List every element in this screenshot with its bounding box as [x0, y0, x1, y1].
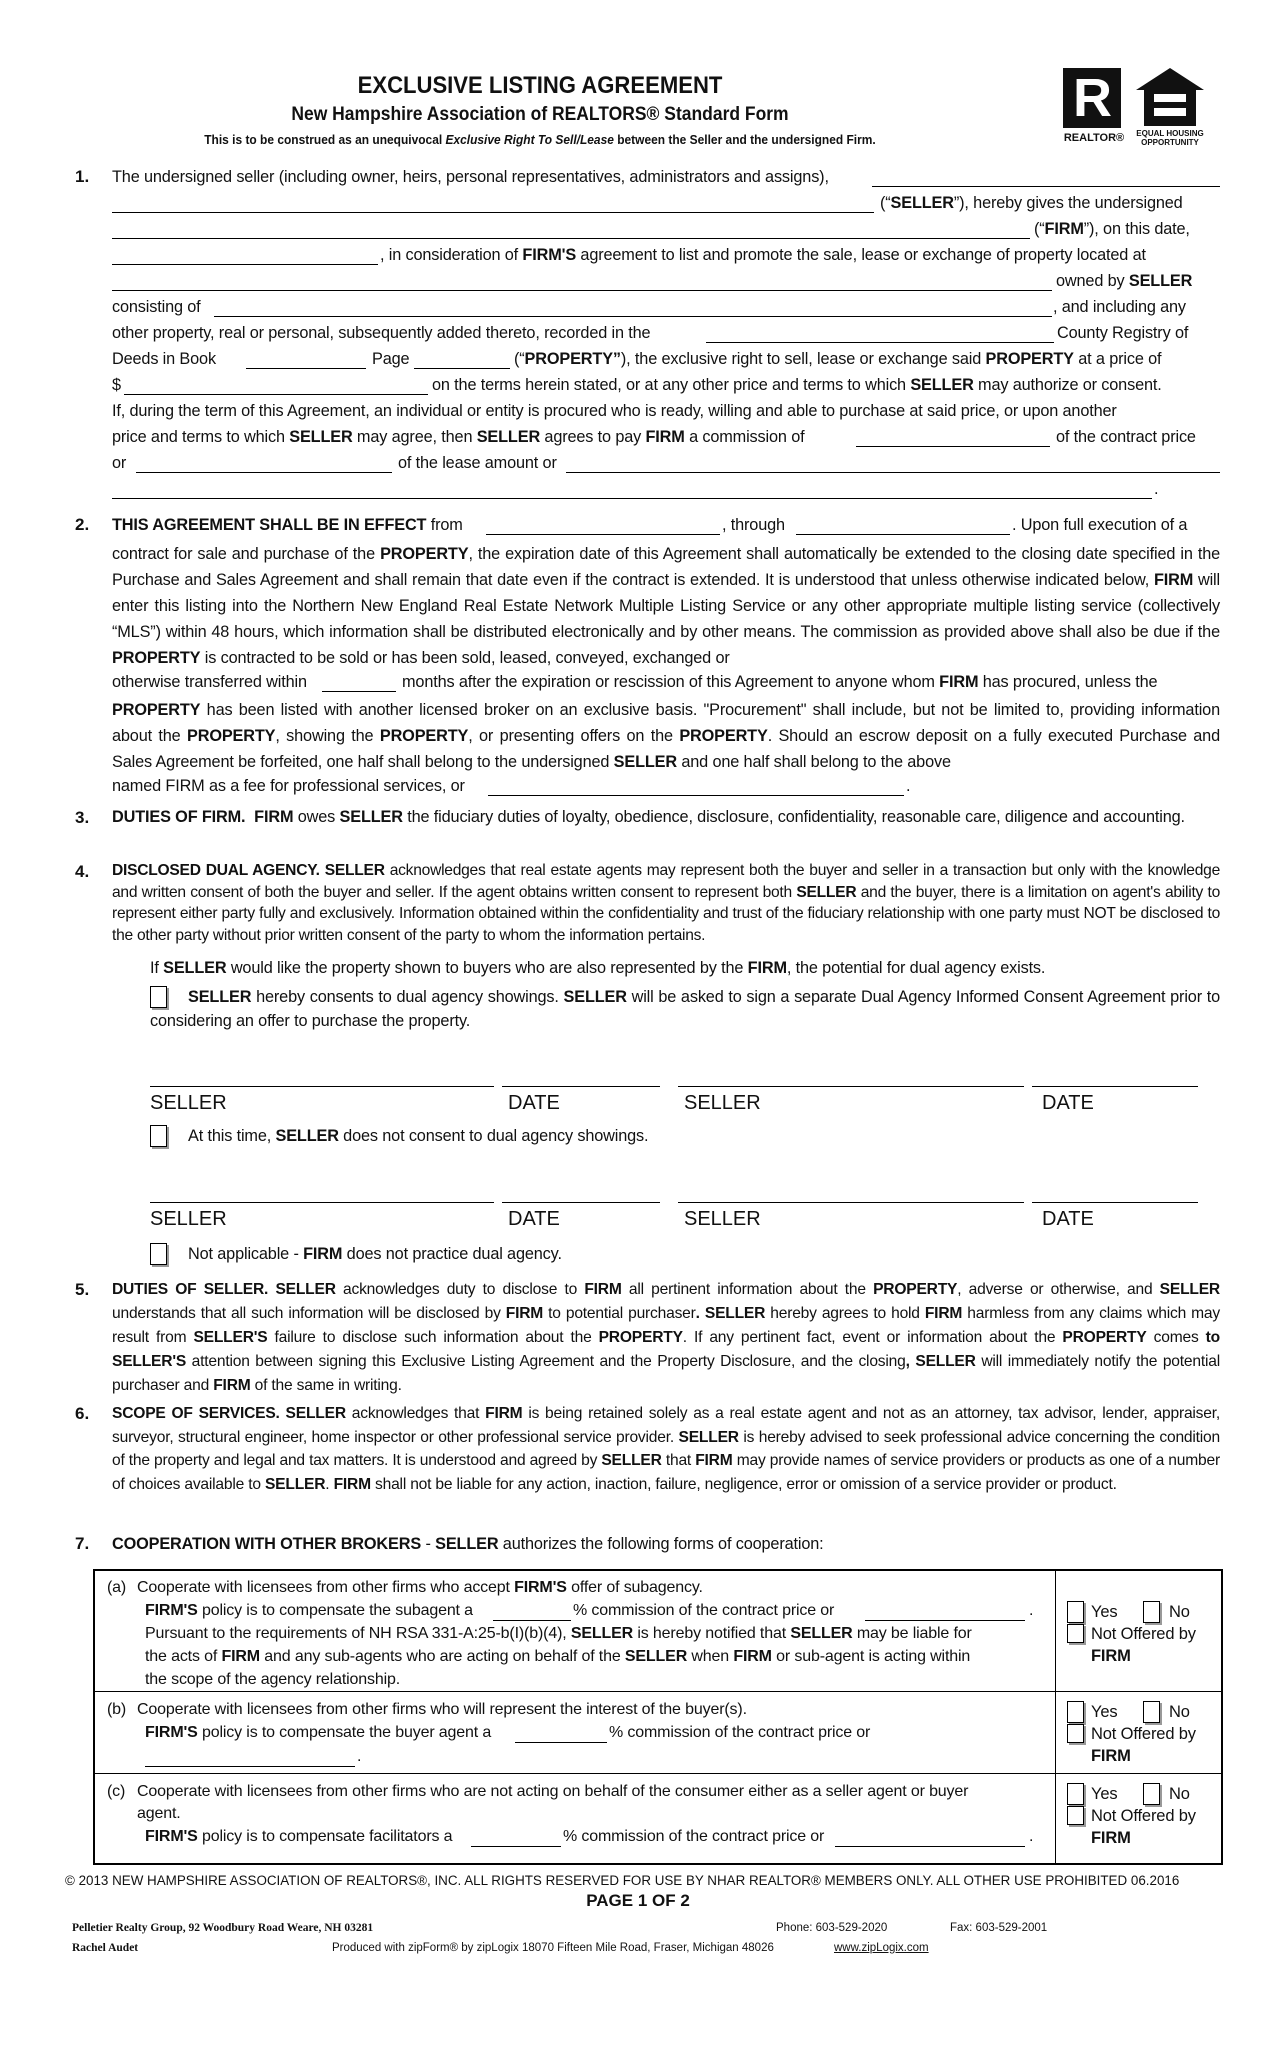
s2-p2e: PROPERTY — [379, 727, 469, 745]
eho-label: EQUAL HOUSING OPPORTUNITY — [1136, 129, 1204, 147]
section-3 — [112, 806, 1220, 828]
s1-dollar: $ — [112, 376, 121, 394]
s6-g: SELLER — [601, 1452, 662, 1469]
s4-if-e: , the potential for dual agency exists. — [786, 959, 1046, 977]
row-c-l2a: FIRM'S — [145, 1828, 198, 1845]
s4-opt3-c: does not practice dual agency. — [342, 1245, 562, 1263]
s2-p1c: , the expiration date of this Agreement shall automatically be extended to the closing date specified in the Purchase and Sales Agreement and shall remain that date even if the contract is extended. It is understood that unless otherwise indicated below, — [112, 545, 1220, 589]
s6-e: SELLER — [678, 1428, 739, 1446]
section-4-number: 4. — [75, 862, 90, 881]
s2-p1g: is contracted to be sold or has been sold, leased, conveyed, exchanged or — [200, 649, 730, 667]
s1-line4-a: , in consideration of — [380, 246, 523, 264]
row-a-l4d: SELLER — [624, 1648, 688, 1665]
row-c-blank-facilitator-other[interactable] — [835, 1846, 1025, 1847]
s2-p2f: , or presenting offers on the — [468, 727, 680, 745]
s1-line8-e: ), the exclusive right to sell, lease or exchange said — [620, 350, 986, 368]
s2-p2j: and one half shall belong to the above — [677, 753, 951, 771]
section-3-number: 3. — [75, 808, 90, 827]
row-c-no-checkbox[interactable] — [1143, 1783, 1160, 1805]
agent-name: Rachel Audet — [72, 1942, 139, 1954]
s5-k2: . — [695, 1305, 700, 1322]
section-2-number: 2. — [75, 515, 90, 534]
s2-p2d: , showing the — [275, 727, 380, 745]
sig1-date2-label: DATE — [1042, 1092, 1094, 1114]
sig1-seller-label: SELLER — [150, 1092, 227, 1114]
s1-line9-c: SELLER — [910, 376, 974, 394]
row-a-l1c: offer of subagency. — [566, 1579, 703, 1596]
cooperation-table — [93, 1569, 1223, 1865]
s7-b: - — [421, 1535, 436, 1553]
row-a-l3b: SELLER — [570, 1625, 634, 1642]
section-7-number: 7. — [75, 1534, 90, 1553]
s4-b: SELLER — [324, 862, 385, 879]
s1-line6b: , and including any — [1053, 298, 1186, 316]
s1-blank-book[interactable] — [246, 368, 366, 369]
row-b-firm-label: FIRM — [1091, 1747, 1131, 1765]
s3-b: FIRM — [254, 808, 294, 826]
s6-l: . — [325, 1475, 334, 1493]
s1-blank-firm-name[interactable] — [112, 238, 1030, 239]
sig1-seller2-label: SELLER — [684, 1092, 761, 1114]
row-b-line2 — [145, 1722, 491, 1744]
s4-opt2-a: At this time, — [188, 1127, 276, 1145]
s2-blank-through[interactable] — [796, 534, 1010, 535]
row-a-line2d: . — [1029, 1602, 1034, 1619]
s5-v: to SELLER'S — [112, 1329, 1220, 1370]
row-a-l4g: or sub-agent is acting within — [771, 1648, 971, 1665]
s1-line3 — [1034, 218, 1190, 240]
s1-line2-c: ”), hereby gives the undersigned — [953, 194, 1183, 212]
row-a-line4 — [145, 1646, 970, 1668]
s1-blank-date[interactable] — [112, 264, 378, 265]
row-a-not-offered-label: Not Offered by — [1091, 1625, 1196, 1643]
s6-a: SCOPE OF SERVICES. SELLER — [112, 1405, 346, 1422]
s4-option-not-applicable — [188, 1243, 562, 1267]
s4-if-b: SELLER — [163, 959, 227, 977]
s2-line1-b: from — [426, 516, 463, 534]
s1-blank-price[interactable] — [124, 394, 428, 395]
s2-line1-a: THIS AGREEMENT SHALL BE IN EFFECT — [112, 516, 427, 534]
s1-blank-lease-pct[interactable] — [136, 472, 392, 473]
s2-p1: contract for sale and purchase of the — [112, 545, 375, 563]
s4-if-d: FIRM — [747, 959, 787, 977]
s6-h: that — [661, 1452, 696, 1469]
row-a-blank-subagent-pct[interactable] — [493, 1620, 571, 1621]
s1-line3-a: (“ — [1034, 220, 1045, 238]
cooperation-row-divider-bc — [95, 1773, 1221, 1774]
s1-blank-lease-other[interactable] — [566, 472, 1220, 473]
page-number: PAGE 1 OF 2 — [586, 1891, 690, 1910]
row-c-line2c: % commission of the contract price or — [563, 1828, 825, 1845]
s2-line7-c: FIRM — [939, 673, 979, 691]
row-c-line2d: . — [1029, 1828, 1034, 1845]
s1-line8-c: (“ — [514, 350, 525, 368]
s3-c: owes — [293, 808, 340, 826]
row-a-line5: the scope of the agency relationship. — [145, 1671, 401, 1688]
construed-note-a: This is to be construed as an unequivocal — [204, 132, 446, 147]
s4-opt2-c: does not consent to dual agency showings. — [338, 1127, 649, 1145]
s5-c: acknowledges duty to disclose to — [335, 1281, 585, 1298]
row-b-yes-label: Yes — [1091, 1703, 1118, 1721]
row-c-not-offered-label: Not Offered by — [1091, 1807, 1196, 1825]
row-a-yes-checkbox[interactable] — [1067, 1601, 1084, 1623]
s4-opt1-c: SELLER — [563, 988, 627, 1006]
office-address: Pelletier Realty Group, 92 Woodbury Road Weare, NH 03281 — [72, 1922, 374, 1934]
section-7-heading — [112, 1533, 824, 1557]
s1-blank-seller-name-b[interactable] — [112, 212, 874, 213]
sig1-date2-line[interactable] — [1032, 1086, 1198, 1087]
row-b-l2b: policy is to compensate the buyer agent a — [197, 1724, 492, 1741]
s1-line8-d: PROPERTY” — [524, 350, 621, 368]
s1-line1: The undersigned seller (including owner, heirs, personal representatives, administrators and assigns), — [112, 168, 829, 186]
row-b-blank-buyer-agent-other[interactable] — [145, 1766, 355, 1767]
s1-blank-page[interactable] — [414, 368, 510, 369]
row-a-l4c: and any sub-agents who are acting on behalf of the — [259, 1648, 625, 1665]
s4-opt1-d: will be asked to sign a separate Dual Agency Informed Consent Agreement prior to considering an offer to purchase the property. — [150, 988, 1220, 1030]
row-a-l4b: FIRM — [221, 1648, 260, 1665]
row-c-no-label: No — [1169, 1785, 1190, 1803]
office-fax: Fax: 603-529-2001 — [950, 1922, 1048, 1934]
s4-opt1-a: SELLER — [188, 988, 252, 1006]
row-b-line2c: % commission of the contract price or — [609, 1724, 871, 1741]
s1-line11-f: FIRM — [645, 428, 685, 446]
s2-line1c: , through — [722, 516, 785, 534]
s6-m: FIRM — [333, 1475, 371, 1493]
s7-d: authorizes the following forms of cooperation: — [498, 1535, 824, 1553]
s1-blank-seller-name-a[interactable] — [872, 186, 1220, 187]
row-c-line1: Cooperate with licensees from other firms who are not acting on behalf of the consumer either as a seller agent or buyer — [137, 1783, 969, 1800]
s6-d: is being retained solely as a real estate agent and not as an attorney, tax advisor, lender, appraiser, surveyor, structural engineer, home inspector or other professional service provider. — [112, 1405, 1221, 1446]
section-6-number: 6. — [75, 1404, 90, 1423]
s5-t: PROPERTY — [1062, 1329, 1147, 1346]
dual-agency-not-applicable-checkbox[interactable] — [150, 1243, 167, 1265]
s7-c: SELLER — [435, 1535, 499, 1553]
s2-line7-b: months after the expiration or rescission of this Agreement to anyone whom — [402, 673, 940, 691]
s1-line5 — [1056, 270, 1192, 292]
s5-z: FIRM — [213, 1377, 251, 1394]
s2-line7a: otherwise transferred within — [112, 673, 307, 691]
row-a-firm-label: FIRM — [1091, 1647, 1131, 1665]
s2-p1b: PROPERTY — [380, 545, 469, 563]
sig1-date-line[interactable] — [502, 1086, 660, 1087]
row-c-yes-checkbox[interactable] — [1067, 1783, 1084, 1805]
cooperation-table-divider — [1055, 1571, 1056, 1863]
row-b-yes-checkbox[interactable] — [1067, 1701, 1084, 1723]
row-a-l4e: when — [687, 1648, 734, 1665]
row-a-line2 — [145, 1600, 473, 1622]
copyright-notice: © 2013 NEW HAMPSHIRE ASSOCIATION OF REALTORS®, INC. ALL RIGHTS RESERVED FOR USE BY NHAR REALTOR® MEMBERS ONLY. ALL OTHER USE PROHIBITED 06.2016 — [65, 1873, 1180, 1888]
row-a-no-checkbox[interactable] — [1143, 1601, 1160, 1623]
equal-housing-icon — [1134, 66, 1206, 128]
row-a-l2a: FIRM'S — [145, 1602, 198, 1619]
s5-h: SELLER — [1159, 1281, 1220, 1298]
s5-o: harmless from any claims which may result from — [112, 1305, 1220, 1346]
ziplogix-link[interactable]: www.zipLogix.com — [834, 1942, 929, 1954]
s2-p2g: PROPERTY — [679, 727, 768, 745]
s1-line9 — [432, 374, 1162, 396]
s4-if-c: would like the property shown to buyers who are also represented by the — [226, 959, 748, 977]
s2-p2c: PROPERTY — [187, 727, 276, 745]
s4-option-consent — [150, 985, 1220, 1033]
s1-line8-f: PROPERTY — [985, 350, 1074, 368]
s5-y: will immediately notify the potential purchaser and — [112, 1353, 1220, 1394]
row-b-not-offered-checkbox[interactable] — [1067, 1724, 1084, 1743]
s5-u: comes — [1146, 1329, 1206, 1346]
produced-with: Produced with zipForm® by zipLogix 18070 Fifteen Mile Road, Fraser, Michigan 48026 — [332, 1942, 774, 1954]
s1-line4-b: FIRM'S — [522, 246, 577, 264]
section-4 — [112, 860, 1220, 946]
s2-blank-from[interactable] — [486, 534, 720, 535]
s4-opt2-b: SELLER — [275, 1127, 339, 1145]
s4-opt3-a: Not applicable - — [188, 1245, 304, 1263]
s1-line10: If, during the term of this Agreement, an individual or entity is procured who is ready, willing and able to purchase at said price, or upon another — [112, 402, 1117, 420]
office-phone: Phone: 603-529-2020 — [776, 1922, 888, 1934]
sig2-seller2-label: SELLER — [684, 1208, 761, 1230]
sig2-date2-line[interactable] — [1032, 1202, 1198, 1203]
realtor-logo — [1059, 68, 1129, 152]
row-a-l3e: may be liable for — [852, 1625, 972, 1642]
s1-line9-b: on the terms herein stated, or at any other price and terms to which — [432, 376, 911, 394]
s1-line3-b: FIRM — [1044, 220, 1084, 238]
s4-a: DISCLOSED DUAL AGENCY. — [112, 862, 320, 879]
s6-f: is hereby advised to seek professional advice concerning the condition of the property and legal and tax matters. It is understood and agreed by — [112, 1428, 1220, 1469]
row-a-l3c: is hereby notified that — [633, 1625, 791, 1642]
s4-option-no-consent — [188, 1125, 648, 1149]
s5-p: SELLER'S — [193, 1329, 268, 1346]
row-a-letter: (a) — [107, 1579, 127, 1596]
construed-note-c: between the Seller and the undersigned Firm. — [613, 132, 876, 147]
s1-line7a: other property, real or personal, subsequently added thereto, recorded in the — [112, 324, 651, 342]
cooperation-row-divider-ab — [95, 1691, 1221, 1692]
row-a-not-offered-checkbox[interactable] — [1067, 1624, 1084, 1643]
s5-b: SELLER — [275, 1281, 336, 1298]
sig2-date-label: DATE — [508, 1208, 560, 1230]
s2-p2i: SELLER — [613, 753, 677, 771]
row-c-letter: (c) — [107, 1783, 126, 1800]
s1-line11-a: price and terms to which — [112, 428, 290, 446]
s5-a: DUTIES OF SELLER. — [112, 1281, 269, 1298]
s5-g: , adverse or otherwise, and — [957, 1281, 1160, 1298]
row-a-line1 — [137, 1577, 703, 1599]
s5-z2: of the same in writing. — [250, 1377, 402, 1394]
s1-line2 — [880, 192, 1183, 214]
construed-note-b: Exclusive Right To Sell/Lease — [445, 132, 614, 147]
s5-w: attention between signing this Exclusive Listing Agreement and the Property Disclosure, and the closing — [186, 1353, 906, 1370]
s6-n: shall not be liable for any action, inaction, failure, negligence, error or omission of a service provider or product. — [370, 1475, 1117, 1493]
row-c-not-offered-checkbox[interactable] — [1067, 1806, 1084, 1825]
row-b-l2a: FIRM'S — [145, 1724, 198, 1741]
s1-blank-consisting-of[interactable] — [214, 316, 1052, 317]
s1-line12a: or — [112, 454, 127, 472]
s5-l: SELLER — [699, 1305, 766, 1322]
s2-line7b — [402, 671, 1157, 693]
s2-p1e: will enter this listing into the Northern New England Real Estate Network Multiple Listing Service or any other appropriate multiple listing service (collectively “MLS”) within 48 hours, which information shall be distributed electronically and by other means. The commission as provided above shall also be due if the — [112, 571, 1220, 641]
s1-blank-terms[interactable] — [112, 498, 1152, 499]
s2-p1f: PROPERTY — [112, 649, 201, 667]
row-c-l2b: policy is to compensate facilitators a — [197, 1828, 453, 1845]
s2-blank-months[interactable] — [322, 691, 396, 692]
row-a-l4f: FIRM — [733, 1648, 772, 1665]
s4-if-line — [150, 957, 1045, 981]
s6-j: may provide names of service providers or products as one of a number of choices available to — [112, 1452, 1220, 1493]
row-a-yes-label: Yes — [1091, 1603, 1118, 1621]
s6-c: FIRM — [485, 1405, 523, 1422]
section-5 — [112, 1278, 1220, 1398]
s4-opt1-b: hereby consents to dual agency showings. — [251, 988, 564, 1006]
s4-d: SELLER — [796, 883, 857, 901]
realtor-r-letter: R — [1073, 68, 1112, 128]
s6-i: FIRM — [695, 1452, 733, 1469]
s5-m: hereby agrees to hold — [765, 1305, 925, 1322]
s1-line11-b: SELLER — [289, 428, 353, 446]
s1-line11-e: agrees to pay — [540, 428, 646, 446]
s5-r: PROPERTY — [598, 1329, 683, 1346]
s2-blank-escrow[interactable] — [488, 795, 904, 796]
row-b-no-label: No — [1169, 1703, 1190, 1721]
sig2-seller-line[interactable] — [150, 1202, 494, 1203]
s2-line1d: . Upon full execution of a — [1012, 516, 1188, 534]
equal-housing-logo — [1134, 66, 1206, 152]
s2-p2a: PROPERTY — [112, 701, 201, 719]
s5-k: to potential purchaser — [543, 1305, 696, 1322]
s2-p2b: has been listed with another licensed broker on an exclusive basis. "Procurement" shall include, but not be limited to, providing information about the — [112, 701, 1220, 745]
s5-q: failure to disclose such information about the — [267, 1329, 599, 1346]
s5-n: FIRM — [924, 1305, 963, 1322]
row-c-yes-label: Yes — [1091, 1785, 1118, 1803]
row-a-blank-subagent-other[interactable] — [865, 1620, 1025, 1621]
s1-blank-property-location[interactable] — [112, 290, 1052, 291]
row-b-line3: . — [357, 1748, 362, 1765]
row-a-line2c: % commission of the contract price or — [573, 1602, 835, 1619]
sig2-seller-label: SELLER — [150, 1208, 227, 1230]
section-1-number: 1. — [75, 167, 90, 186]
s1-line6a: consisting of — [112, 298, 201, 316]
s1-line12b: of the lease amount or — [398, 454, 557, 472]
s4-opt3-b: FIRM — [303, 1245, 343, 1263]
s4-if-a: If — [150, 959, 164, 977]
row-a-l1a: Cooperate with licensees from other firms who accept — [137, 1579, 515, 1596]
s1-line7b: County Registry of — [1057, 324, 1189, 342]
s3-e: the fiduciary duties of loyalty, obedience, disclosure, confidentiality, reasonable care, diligence and accounting. — [402, 808, 1185, 826]
row-a-l2b: policy is to compensate the subagent a — [197, 1602, 473, 1619]
s2-p1d: FIRM — [1153, 571, 1194, 589]
document-title: EXCLUSIVE LISTING AGREEMENT — [357, 72, 723, 99]
s1-line8rest — [514, 348, 1161, 370]
s1-blank-county[interactable] — [706, 342, 1054, 343]
s1-line4 — [380, 244, 1146, 266]
row-c-line1b: agent. — [137, 1805, 181, 1822]
row-b-line1: Cooperate with licensees from other firms who will represent the interest of the buyer(s). — [137, 1701, 747, 1718]
s1-line2-a: (“ — [880, 194, 891, 212]
s1-line11h: of the contract price — [1056, 428, 1196, 446]
s5-j: FIRM — [505, 1305, 544, 1322]
s1-line9-d: may authorize or consent. — [973, 376, 1162, 394]
s5-x: , SELLER — [905, 1353, 976, 1370]
s1-line2-b: SELLER — [890, 194, 954, 212]
row-a-l4a: the acts of — [145, 1648, 222, 1665]
s5-e: all pertinent information about the — [621, 1281, 874, 1298]
s1-line8b: Page — [372, 350, 410, 368]
s1-line8a: Deeds in Book — [112, 350, 216, 368]
row-a-no-label: No — [1169, 1603, 1190, 1621]
row-a-line3 — [145, 1623, 972, 1645]
section-5-number: 5. — [75, 1280, 90, 1299]
s1-line5-a: owned by — [1056, 272, 1129, 290]
s1-line4-c: agreement to list and promote the sale, lease or exchange of property located at — [576, 246, 1146, 264]
row-c-blank-facilitator-pct[interactable] — [471, 1846, 561, 1847]
sig1-seller2-line[interactable] — [678, 1086, 1024, 1087]
row-b-not-offered-label: Not Offered by — [1091, 1725, 1196, 1743]
s2-line12b: . — [906, 777, 911, 795]
row-a-l3d: SELLER — [790, 1625, 853, 1642]
s1-line13: . — [1154, 480, 1159, 498]
s2-p2h: . Should an escrow deposit on a fully executed Purchase and Sales Agreement be forfeited, one half shall belong to the undersigned — [112, 727, 1220, 771]
s1-line11-g: a commission of — [684, 428, 805, 446]
s2-line1a — [112, 514, 463, 536]
sig2-date2-label: DATE — [1042, 1208, 1094, 1230]
s2-para1 — [112, 541, 1220, 671]
row-b-letter: (b) — [107, 1701, 127, 1718]
s4-c: acknowledges that real estate agents may represent both the buyer and seller in a transaction but only with the knowledge and written consent of both the buyer and seller. If the agent obtains written consent to represent both — [112, 862, 1220, 901]
document-subtitle: New Hampshire Association of REALTORS® Standard Form — [291, 104, 789, 125]
construed-note — [43, 132, 1037, 147]
row-a-l3a: Pursuant to the requirements of NH RSA 331-A:25-b(I)(b)(4), — [145, 1625, 571, 1642]
sig1-seller-line[interactable] — [150, 1086, 494, 1087]
s3-a: DUTIES OF FIRM. — [112, 808, 246, 826]
dual-agency-no-consent-checkbox[interactable] — [150, 1125, 167, 1147]
s1-line11-d: SELLER — [476, 428, 541, 446]
s1-line11 — [112, 426, 804, 448]
s1-line8-g: at a price of — [1073, 350, 1162, 368]
s5-s: . If any pertinent fact, event or information about the — [682, 1329, 1063, 1346]
s3-d: SELLER — [339, 808, 403, 826]
row-a-l1b: FIRM'S — [514, 1579, 567, 1596]
row-c-firm-label: FIRM — [1091, 1829, 1131, 1847]
sig2-date-line[interactable] — [502, 1202, 660, 1203]
s1-line3-c: ”), on this date, — [1083, 220, 1190, 238]
s6-k: SELLER — [264, 1475, 326, 1493]
s5-i: understands that all such information will be disclosed by — [112, 1305, 506, 1322]
s7-a: COOPERATION WITH OTHER BROKERS — [112, 1535, 422, 1553]
s1-line5-b: SELLER — [1128, 272, 1193, 290]
row-c-line2 — [145, 1826, 452, 1848]
s2-line7-d: has procured, unless the — [978, 673, 1158, 691]
s5-d: FIRM — [584, 1281, 622, 1298]
row-b-blank-buyer-agent-pct[interactable] — [515, 1742, 607, 1743]
sig2-seller2-line[interactable] — [678, 1202, 1024, 1203]
s4-e: and the buyer, there is a limitation on agent's ability to represent either party fully and exclusively. Information obtained within the confidentiality and trust of the fiduciary relationship with one party must NOT be disclosed to the other party without prior written consent of the party to whom the information pertains. — [112, 883, 1220, 944]
s1-blank-commission[interactable] — [856, 446, 1050, 447]
row-b-no-checkbox[interactable] — [1143, 1701, 1160, 1723]
sig1-date-label: DATE — [508, 1092, 560, 1114]
s5-f: PROPERTY — [873, 1281, 958, 1298]
s2-line12a: named FIRM as a fee for professional services, or — [112, 777, 465, 795]
section-6 — [112, 1402, 1220, 1496]
realtor-label: REALTOR® — [1063, 132, 1125, 144]
s6-b: acknowledges that — [345, 1405, 486, 1422]
s1-line11-c: may agree, then — [352, 428, 477, 446]
